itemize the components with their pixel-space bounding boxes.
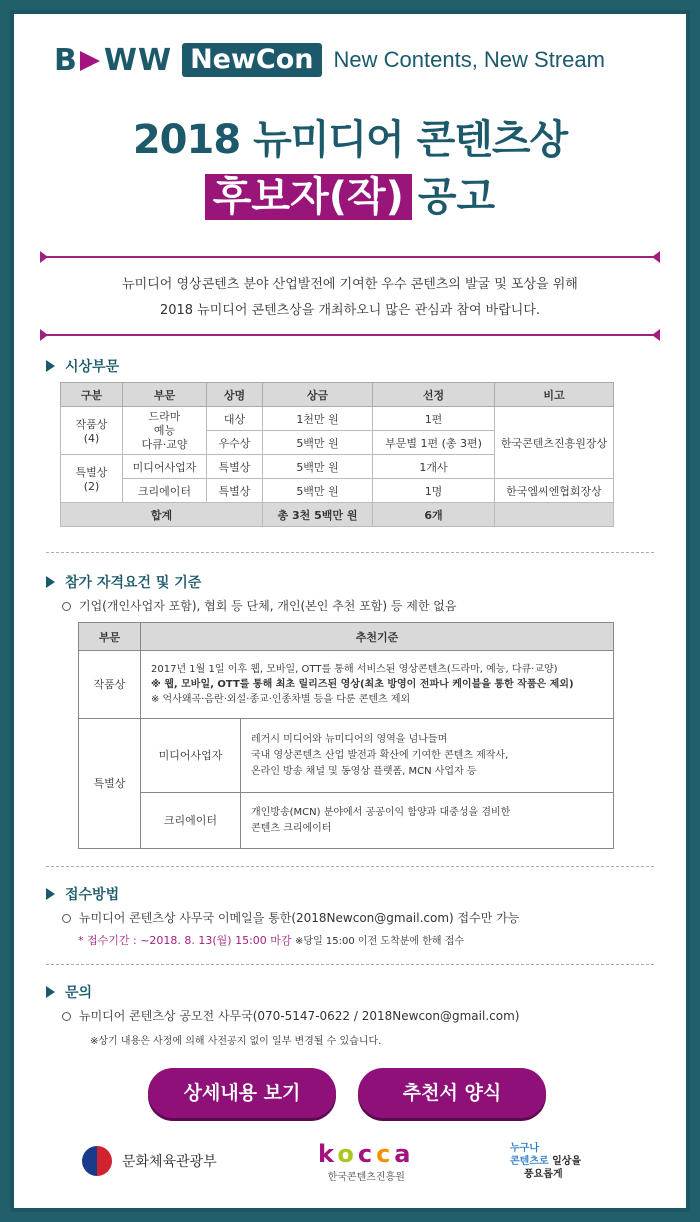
submission-bullet: 뉴미디어 콘텐츠상 사무국 이메일을 통한(2018Newcon@gmail.com) 접수만 가능	[62, 909, 519, 926]
title-rest: 공고	[417, 174, 496, 220]
section-eligibility-title: 참가 자격요건 및 기준	[46, 572, 201, 592]
awards-table: 구분 부문 상명 상금 선정 비고 작품상 (4) 드라마 예능 다큐·교양 대상 1천만 원 1편 한국콘텐츠진흥원장상 우수상 5백만 원 부문별 1편 (총 3편) 특별상 (2) 미디어사업자 특별상 5백만 원 1개사 크리에이터 특별상 5백만 원 1명 한국엠씨엔협회장상 합계 총 3천 5백만 원 6개	[60, 382, 614, 527]
tagline: New Contents, New Stream	[333, 47, 605, 72]
intro-line-2: 2018 뉴미디어 콘텐츠상을 개최하오니 많은 관심과 참여 바랍니다.	[159, 303, 541, 318]
detail-button[interactable]: 상세내용 보기	[148, 1068, 336, 1118]
divider	[46, 866, 654, 867]
page-title: 2018 뉴미디어 콘텐츠상	[132, 117, 568, 163]
bcww-logo: B WW	[54, 42, 173, 78]
divider	[46, 552, 654, 553]
work-criteria: 2017년 1월 1일 이후 웹, 모바일, OTT를 통해 서비스된 영상콘텐츠(드라마, 예능, 다큐·교양) ※ 웹, 모바일, OTT를 통해 최초 릴리즈된 영상(최초 방영이 전파나 케이블을 통한 작품은 제외) ※ 억사왜곡·음란·외설·종교·인종차별 등을 다룬 콘텐츠 제외	[141, 651, 614, 719]
bcww-arrow-icon	[80, 49, 102, 71]
slogan-logo: 누구나 콘텐츠로 일상을 풍요롭게	[510, 1143, 582, 1180]
footer-logos	[0, 1140, 700, 1188]
group-work: 작품상 (4)	[61, 407, 123, 455]
inquiry-bullet: 뉴미디어 콘텐츠상 공모전 사무국(070-5147-0622 / 2018Newcon@gmail.com)	[62, 1007, 519, 1024]
criteria-table: 부문 추천기준 작품상 2017년 1월 1일 이후 웹, 모바일, OTT를 통해 서비스된 영상콘텐츠(드라마, 예능, 다큐·교양) ※ 웹, 모바일, OTT를 통해 최초 릴리즈된 영상(최초 방영이 전파나 케이블을 통한 작품은 제외) ※ 억사왜곡·음란·외설·종교·인종차별 등을 다룬 콘텐츠 제외 특별상 미디어사업자 레거시 미디어와 뉴미디어의 영역을 넘나들며 국내 영상콘텐츠 산업 발전과 확산에 기여한 콘텐츠 제작사, 온라인 방송 채널 및 동영상 플랫폼, MCN 사업자 등 크리에이터 개인방송(MCN) 분야에서 공공이익 함양과 대중성을 겸비한 콘텐츠 크리에이터	[78, 622, 614, 849]
brand-bar	[54, 40, 690, 80]
media-criteria: 레거시 미디어와 뉴미디어의 영역을 넘나들며 국내 영상콘텐츠 산업 발전과 확산에 기여한 콘텐츠 제작사, 온라인 방송 채널 및 동영상 플랫폼, MCN 사업자 등	[241, 719, 614, 793]
triangle-icon	[46, 888, 55, 900]
section-submission-title: 접수방법	[46, 884, 119, 904]
bottom-rule	[46, 334, 654, 336]
circle-bullet-icon	[62, 602, 71, 611]
eligibility-bullet: 기업(개인사업자 포함), 협회 등 단체, 개인(본인 추천 포함) 등 제한 없음	[62, 597, 457, 614]
triangle-icon	[46, 576, 55, 588]
page-subtitle	[0, 165, 700, 222]
kocca-logo: kocca 한국콘텐츠진흥원	[318, 1140, 415, 1183]
section-inquiry-title: 문의	[46, 982, 92, 1002]
section-awards-title: 시상부문	[46, 356, 119, 376]
intro-text	[0, 272, 700, 324]
title-highlight: 후보자(작)	[205, 174, 412, 220]
circle-bullet-icon	[62, 1012, 71, 1021]
group-special: 특별상 (2)	[61, 455, 123, 503]
divider	[46, 964, 654, 965]
genre-cell: 드라마 예능 다큐·교양	[123, 407, 207, 455]
triangle-icon	[46, 360, 55, 372]
taegeuk-icon	[82, 1146, 112, 1176]
top-rule	[46, 256, 654, 258]
deadline: * 접수기간 : ~2018. 8. 13(월) 15:00 마감 ※당일 15:00 이전 도착분에 한해 접수	[78, 934, 465, 947]
circle-bullet-icon	[62, 914, 71, 923]
creator-criteria: 개인방송(MCN) 분야에서 공공이익 함양과 대중성을 겸비한 콘텐츠 크리에이터	[241, 793, 614, 849]
newcon-logo: NewCon	[182, 43, 321, 77]
mcst-logo: 문화체육관광부	[82, 1146, 217, 1176]
change-notice: ※상기 내용은 사정에 의해 사전공지 없이 일부 변경될 수 있습니다.	[90, 1036, 382, 1047]
triangle-icon	[46, 986, 55, 998]
form-download-button[interactable]: 추천서 양식	[358, 1068, 546, 1118]
intro-line-1: 뉴미디어 영상콘텐츠 분야 산업발전에 기여한 우수 콘텐츠의 발굴 및 포상을 위해	[122, 277, 578, 292]
